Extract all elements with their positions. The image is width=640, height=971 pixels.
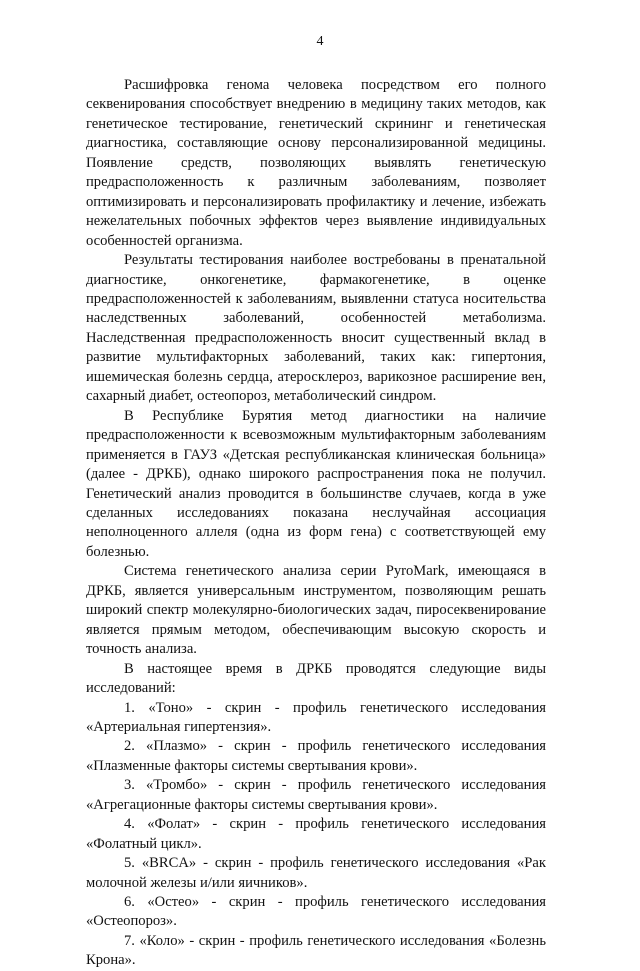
list-item-brca: 5. «BRCA» - скрин - профиль генетического исследования «Рак молочной железы и/или яичников». [86, 855, 546, 891]
list-item-osteo: 6. «Остео» - скрин - профиль генетического исследования «Остеопороз». [86, 894, 546, 930]
list-item-tono: 1. «Тоно» - скрин - профиль генетического исследования «Артериальная гипертензия». [86, 699, 546, 735]
list-item-folat: 4. «Фолат» - скрин - профиль генетического исследования «Фолатный цикл». [86, 816, 546, 852]
paragraph-buryatia-diagnostics: В Республике Бурятия метод диагностики на наличие предрасположенности к всевозможным мультифакторным заболеваниям применяется в ГАУЗ «Детская республиканская клиническая больница» (далее - ДРКБ), однако широкого распространения пока не получил. Генетический анализ проводится в большинстве случаев, когда в уже сделанных исследованиях показана неслучайная ассоциация неполноценного аллеля (одна из форм гена) с соответствующей ему болезнью. [86, 407, 546, 560]
list-item-kolo: 7. «Коло» - скрин - профиль генетического исследования «Болезнь Крона». [86, 932, 546, 969]
document-body [86, 76, 546, 971]
paragraph-genome-decoding: Расшифровка генома человека посредством его полного секвенирования способствует внедрению в медицину таких методов, как генетическое тестирование, генетический скрининг и генетическая диагностика, составляющие основу персонализированной медицины. Появление средств, позволяющих выявлять генетическую предрасположенность к различным заболеваниям, позволяет оптимизировать и персонализировать профилактику и лечение, избежать нежелательных побочных эффектов через выявление индивидуальных особенностей организма. [86, 77, 546, 249]
list-item-plazmo: 2. «Плазмо» - скрин - профиль генетического исследования «Плазменные факторы системы свертывания крови». [86, 738, 546, 774]
paragraph-studies-intro: В настоящее время в ДРКБ проводятся следующие виды исследований: [86, 660, 546, 697]
paragraph-testing-results: Результаты тестирования наиболее востребованы в пренатальной диагностике, онкогенетике, фармакогенетике, в оценке предрасположенностей к заболеваниям, выявленни статуса носительства наследственных заболеваний, особенностей метаболизма. Наследственная предрасположенность вносит существенный вклад в развитие мультифакторных заболеваний, таких как: гипертония, ишемическая болезнь сердца, атеросклероз, варикозное расширение вен, сахарный диабет, остеопороз, метаболический синдром. [86, 252, 546, 405]
page-number: 4 [316, 34, 324, 49]
list-item-trombo: 3. «Тромбо» - скрин - профиль генетического исследования «Агрегационные факторы системы свертывания крови». [86, 777, 546, 813]
paragraph-pyromark-system: Система генетического анализа серии PyroMark, имеющаяся в ДРКБ, является универсальным инструментом, позволяющим решать широкий спектр молекулярно-биологических задач, пиросеквенирование является прямым методом, обеспечивающим высокую скорость и точность анализа. [86, 563, 546, 658]
